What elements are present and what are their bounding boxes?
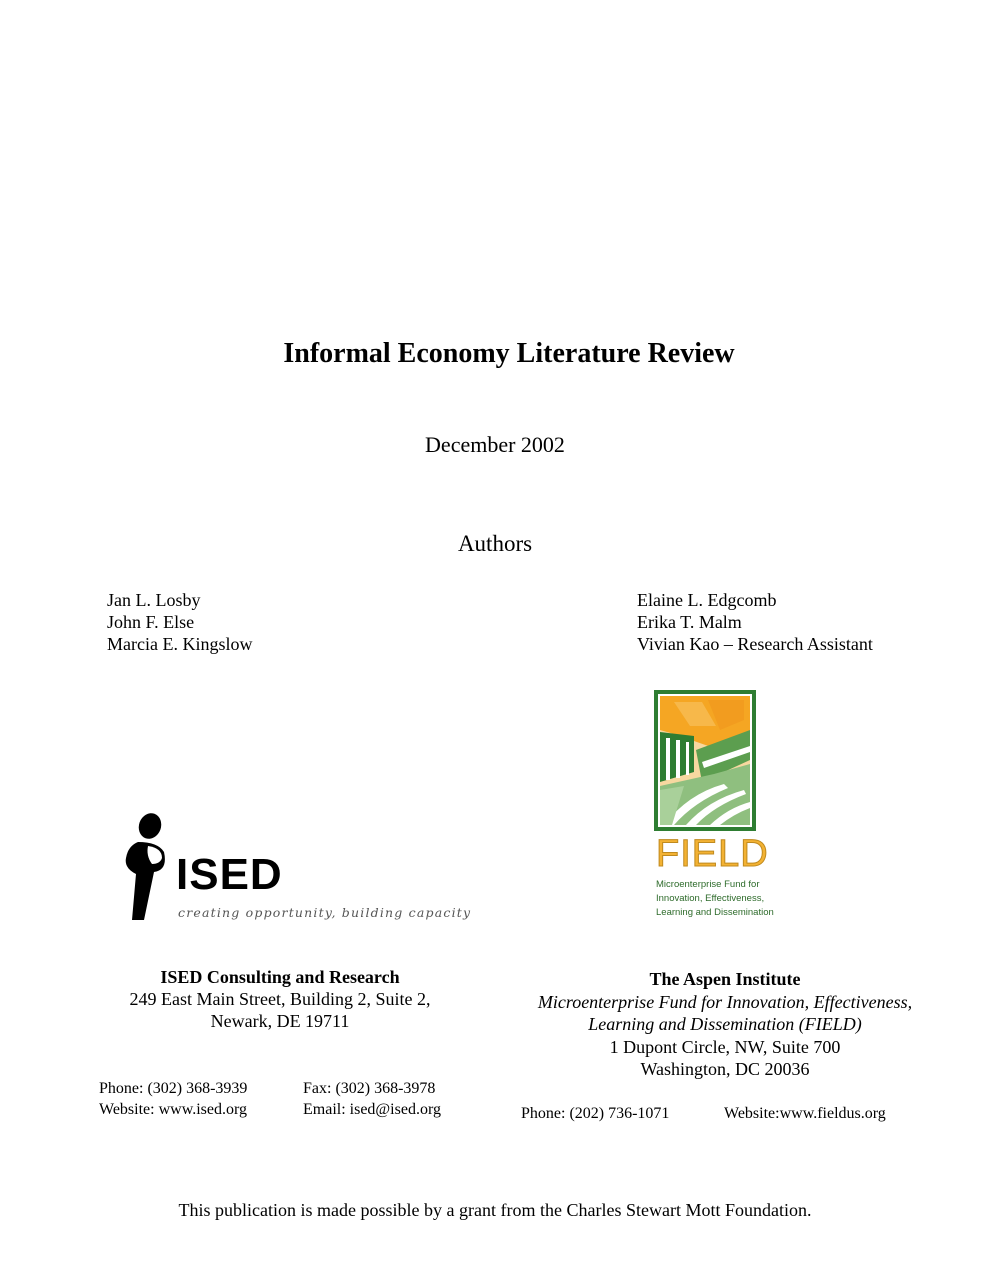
funding-acknowledgement: This publication is made possible by a grant from the Charles Stewart Mott Foundation. bbox=[178, 1200, 812, 1220]
author-name: Jan L. Losby bbox=[107, 590, 201, 610]
ised-address-block bbox=[110, 966, 450, 1032]
aspen-phone: Phone: (202) 736-1071 bbox=[521, 1105, 670, 1122]
sun-over-fields-icon bbox=[654, 690, 756, 831]
ised-website: Website: www.ised.org bbox=[99, 1101, 248, 1118]
aspen-address-line: 1 Dupont Circle, NW, Suite 700 bbox=[609, 1036, 841, 1057]
publication-date: December 2002 bbox=[425, 432, 565, 457]
aspen-org-name: The Aspen Institute bbox=[649, 969, 801, 989]
field-logo bbox=[654, 690, 774, 930]
ised-email: Email: ised@ised.org bbox=[303, 1101, 441, 1118]
ised-address-line: 249 East Main Street, Building 2, Suite 2, bbox=[129, 989, 431, 1009]
author-name: Vivian Kao – Research Assistant bbox=[637, 634, 873, 654]
ised-logo bbox=[118, 812, 472, 927]
aspen-address-line: Washington, DC 20036 bbox=[640, 1059, 810, 1079]
authors-left-column bbox=[107, 589, 252, 655]
ised-org-name: ISED Consulting and Research bbox=[160, 967, 400, 987]
authors-heading: Authors bbox=[457, 531, 533, 556]
field-wordmark: FIELD bbox=[656, 833, 769, 875]
ised-phone: Phone: (302) 368-3939 bbox=[99, 1080, 248, 1097]
authors-right-column bbox=[637, 589, 873, 655]
aspen-address-block bbox=[505, 968, 945, 1081]
ised-address-line: Newark, DE 19711 bbox=[210, 1011, 350, 1031]
author-name: John F. Else bbox=[107, 612, 195, 632]
aspen-website: Website:www.fieldus.org bbox=[724, 1105, 886, 1122]
document-title: Informal Economy Literature Review bbox=[283, 338, 735, 369]
ised-tagline: creating opportunity, building capacity bbox=[178, 905, 472, 920]
aspen-fund-line: Learning and Dissemination (FIELD) bbox=[588, 1014, 862, 1034]
person-figure-icon bbox=[118, 812, 174, 924]
ised-fax: Fax: (302) 368-3978 bbox=[303, 1080, 436, 1097]
author-name: Elaine L. Edgcomb bbox=[637, 590, 777, 610]
field-subtitle: Microenterprise Fund for Innovation, Effectiveness, Learning and Dissemination bbox=[656, 879, 774, 918]
ised-wordmark: ISED bbox=[176, 850, 283, 899]
author-name: Marcia E. Kingslow bbox=[107, 634, 253, 654]
author-name: Erika T. Malm bbox=[637, 612, 742, 632]
aspen-fund-line: Microenterprise Fund for Innovation, Effectiveness, bbox=[537, 991, 913, 1012]
